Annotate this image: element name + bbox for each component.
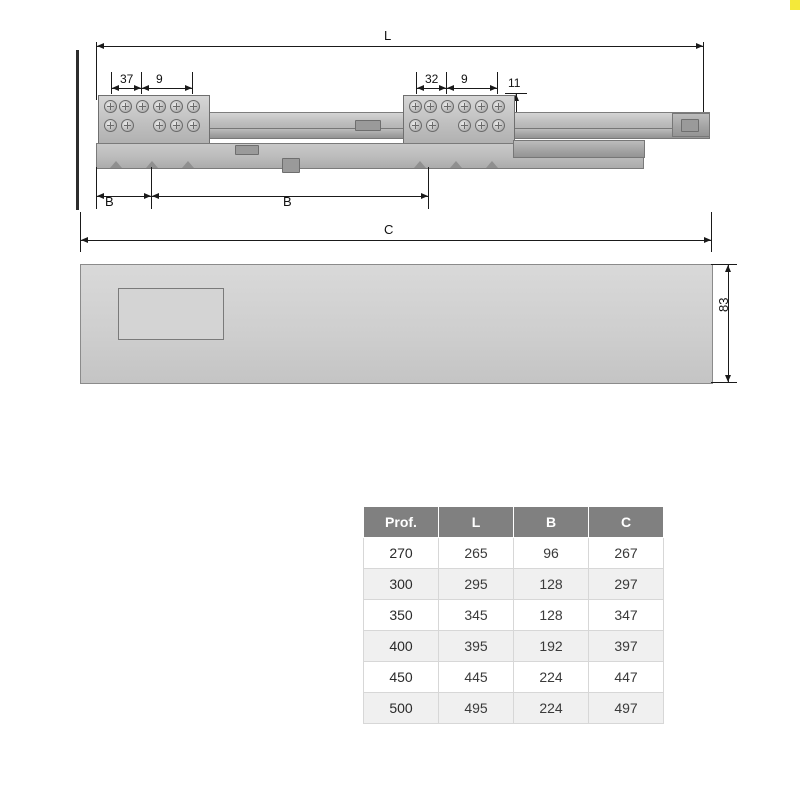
cell-b: 128 bbox=[514, 569, 589, 600]
dim-9a-arrow-left bbox=[112, 85, 119, 91]
dim-B-ext-right bbox=[428, 167, 429, 209]
cell-b: 224 bbox=[514, 693, 589, 724]
screw-hole-r6 bbox=[492, 100, 505, 113]
dim-9a-label: 37 bbox=[120, 72, 134, 86]
screw-hole-l4 bbox=[153, 100, 166, 113]
table-row bbox=[364, 693, 664, 724]
cell-l: 295 bbox=[439, 569, 514, 600]
cell-c: 297 bbox=[589, 569, 664, 600]
screw-hole-l6 bbox=[187, 100, 200, 113]
dim-32b-arrow-left bbox=[447, 85, 454, 91]
cell-prof: 500 bbox=[364, 693, 439, 724]
corner-color-mark bbox=[790, 0, 800, 10]
screw-hole-l8 bbox=[121, 119, 134, 132]
dim-32a-arrow-right bbox=[185, 85, 192, 91]
dim-C-arrow-right bbox=[704, 237, 711, 243]
dim-32a-arrow-left bbox=[142, 85, 149, 91]
screw-hole-r3 bbox=[441, 100, 454, 113]
cell-prof: 350 bbox=[364, 600, 439, 631]
screw-hole-r9 bbox=[458, 119, 471, 132]
cell-l: 395 bbox=[439, 631, 514, 662]
dim-C-ext-right bbox=[711, 212, 712, 252]
dim-9b-label: 32 bbox=[425, 72, 439, 86]
lower-runner-slot-2 bbox=[282, 158, 300, 173]
lower-runner-tail bbox=[513, 140, 645, 158]
dim-83-arrow-down bbox=[725, 375, 731, 382]
drawer-panel-cutout bbox=[118, 288, 224, 340]
screw-hole-l9 bbox=[153, 119, 166, 132]
cell-l: 345 bbox=[439, 600, 514, 631]
dim-L-label: L bbox=[384, 28, 392, 43]
dim-B-arrow-left bbox=[152, 193, 159, 199]
cell-l: 265 bbox=[439, 538, 514, 569]
cell-c: 497 bbox=[589, 693, 664, 724]
table-header-row bbox=[364, 507, 664, 538]
table-row bbox=[364, 662, 664, 693]
dim-11-label: 11 bbox=[508, 76, 521, 90]
tab-1 bbox=[110, 161, 122, 168]
dim-32b-ext-right bbox=[497, 72, 498, 94]
dim-C-arrow-left bbox=[81, 237, 88, 243]
table-row bbox=[364, 569, 664, 600]
dim-32b-label: 9 bbox=[461, 72, 468, 86]
dim-32a-label: 9 bbox=[156, 72, 163, 86]
cell-l: 445 bbox=[439, 662, 514, 693]
screw-hole-l3 bbox=[136, 100, 149, 113]
table-row bbox=[364, 600, 664, 631]
dim-32b-arrow-right bbox=[490, 85, 497, 91]
dim-C-ext-left bbox=[80, 212, 81, 252]
cell-l: 495 bbox=[439, 693, 514, 724]
tab-6 bbox=[486, 161, 498, 168]
screw-hole-r2 bbox=[424, 100, 437, 113]
cell-prof: 450 bbox=[364, 662, 439, 693]
dim-C-label: C bbox=[384, 222, 394, 237]
cell-prof: 300 bbox=[364, 569, 439, 600]
screw-hole-r11 bbox=[492, 119, 505, 132]
dim-37-ext-right bbox=[151, 167, 152, 209]
cell-prof: 400 bbox=[364, 631, 439, 662]
cell-b: 128 bbox=[514, 600, 589, 631]
dim-L-ext-left bbox=[96, 42, 97, 100]
screw-hole-r8 bbox=[426, 119, 439, 132]
dim-32a-ext-right bbox=[192, 72, 193, 94]
dim-B-label: B bbox=[283, 194, 292, 209]
dim-L-line bbox=[96, 46, 703, 47]
dim-L-arrow-right bbox=[696, 43, 703, 49]
dim-37-ext-left bbox=[96, 167, 97, 209]
dim-37-arrow-left bbox=[97, 193, 104, 199]
dim-9b-arrow-right bbox=[439, 85, 446, 91]
upper-rail-slot-1 bbox=[355, 120, 381, 131]
screw-hole-l10 bbox=[170, 119, 183, 132]
screw-hole-r4 bbox=[458, 100, 471, 113]
table-header-l: L bbox=[439, 507, 514, 538]
dim-83-line bbox=[728, 264, 729, 382]
screw-hole-r10 bbox=[475, 119, 488, 132]
screw-hole-l7 bbox=[104, 119, 117, 132]
reference-wall bbox=[76, 50, 79, 210]
dim-83-arrow-up bbox=[725, 265, 731, 272]
cell-b: 96 bbox=[514, 538, 589, 569]
dim-37-label: B bbox=[105, 194, 114, 209]
cell-prof: 270 bbox=[364, 538, 439, 569]
spec-table bbox=[363, 506, 664, 724]
cell-b: 224 bbox=[514, 662, 589, 693]
table-header-b: B bbox=[514, 507, 589, 538]
dim-C-line bbox=[80, 240, 711, 241]
dim-83-ext-top bbox=[711, 264, 737, 265]
upper-rail-end-hole bbox=[681, 119, 699, 132]
table-header-c: C bbox=[589, 507, 664, 538]
screw-hole-l2 bbox=[119, 100, 132, 113]
tab-4 bbox=[414, 161, 426, 168]
dim-L-arrow-left bbox=[97, 43, 104, 49]
table-row bbox=[364, 538, 664, 569]
dim-83-label: 83 bbox=[716, 297, 731, 312]
cell-c: 347 bbox=[589, 600, 664, 631]
tab-5 bbox=[450, 161, 462, 168]
table-header-prof: Prof. bbox=[364, 507, 439, 538]
screw-hole-l1 bbox=[104, 100, 117, 113]
dim-83-ext-bottom bbox=[711, 382, 737, 383]
dim-L-ext-right bbox=[703, 42, 704, 112]
lower-runner-slot-1 bbox=[235, 145, 259, 155]
dim-B-arrow-right bbox=[421, 193, 428, 199]
cell-b: 192 bbox=[514, 631, 589, 662]
cell-c: 447 bbox=[589, 662, 664, 693]
screw-hole-r7 bbox=[409, 119, 422, 132]
screw-hole-r1 bbox=[409, 100, 422, 113]
screw-hole-l5 bbox=[170, 100, 183, 113]
screw-hole-r5 bbox=[475, 100, 488, 113]
cell-c: 397 bbox=[589, 631, 664, 662]
tab-3 bbox=[182, 161, 194, 168]
table-row bbox=[364, 631, 664, 662]
dim-9a-arrow-right bbox=[134, 85, 141, 91]
tab-2 bbox=[146, 161, 158, 168]
dim-37-arrow-right bbox=[144, 193, 151, 199]
screw-hole-l11 bbox=[187, 119, 200, 132]
dim-9b-arrow-left bbox=[417, 85, 424, 91]
cell-c: 267 bbox=[589, 538, 664, 569]
